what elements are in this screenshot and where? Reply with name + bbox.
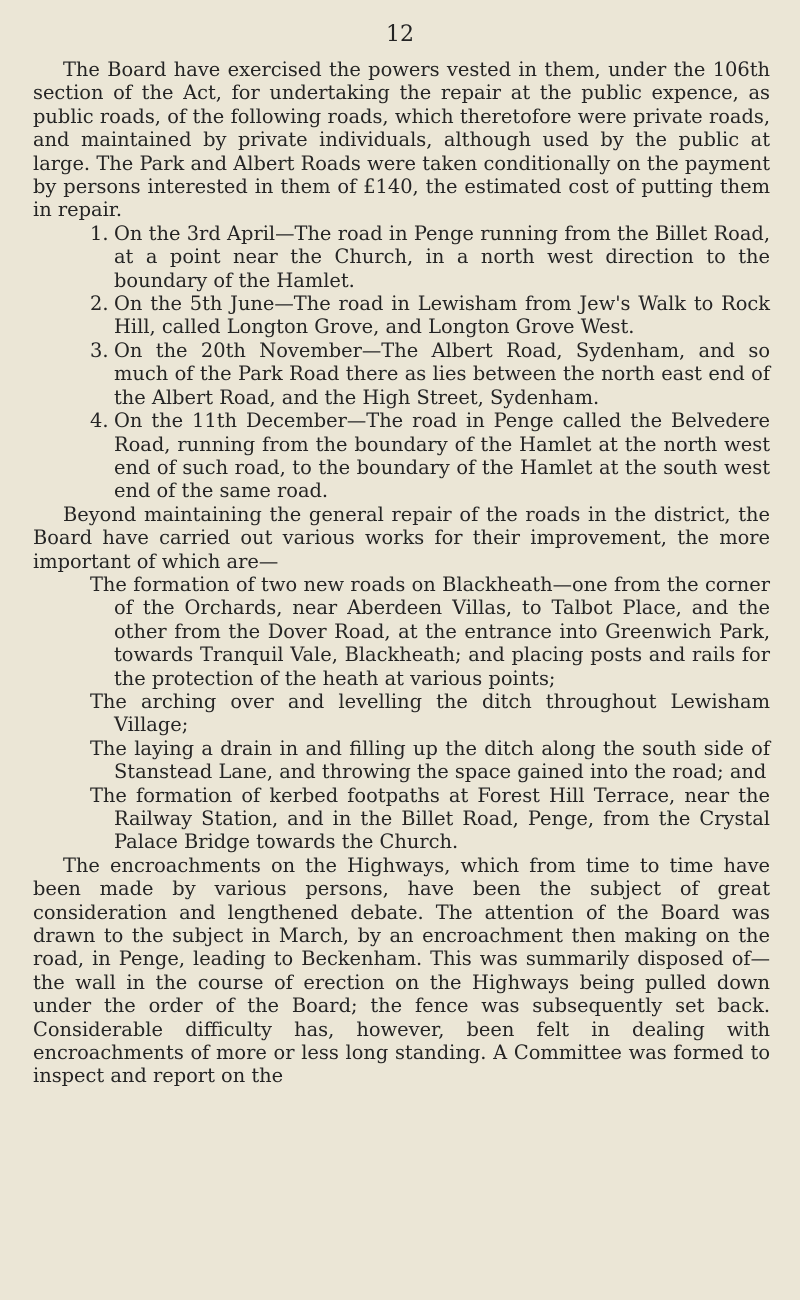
item-text: On the 3rd April—The road in Penge running from the Billet Road, at a point near the Church, in a north west direction to the boundary of the Hamlet. bbox=[114, 221, 770, 292]
works-item: The arching over and levelling the ditch throughout Lewisham Village; bbox=[90, 689, 770, 737]
numbered-item bbox=[33, 339, 770, 409]
item-number: 3. bbox=[90, 338, 109, 362]
works-item: The laying a drain in and filling up the ditch along the south side of Stanstead Lane, and throwing the space gained into the road; and bbox=[90, 736, 770, 784]
paragraph-encroachments: The encroachments on the Highways, which from time to time have been made by various persons, have been the subject of great consideration and lengthened debate. The attention of the Board was drawn to the subject in March, by an encroachment then making on the road, in Penge, leading to Beckenham. This was summarily disposed of—the wall in the course of erection on the Highways being pulled down under the order of the Board; the fence was subsequently set back. Considerable difficulty has, however, been felt in dealing with encroachments of more or less long standing. A Committee was formed to inspect and report on the bbox=[33, 853, 770, 1088]
paragraph-roads-repair: The Board have exercised the powers vested in them, under the 106th section of the Act, for undertaking the repair at the public expence, as public roads, of the following roads, which theretofore were private roads, and maintained by private individuals, although used by the public at large. The Park and Albert Roads were taken conditionally on the payment by persons interested in them of £140, the estimated cost of putting them in repair. bbox=[33, 58, 770, 222]
item-text: On the 11th December—The road in Penge called the Belvedere Road, running from the boundary of the Hamlet at the north west end of such road, to the boundary of the Hamlet at the south west end of the same road. bbox=[114, 409, 770, 503]
item-number: 1. bbox=[90, 221, 109, 245]
numbered-item bbox=[33, 222, 770, 292]
page-number: 12 bbox=[386, 22, 414, 47]
item-text: On the 5th June—The road in Lewisham from Jew's Walk to Rock Hill, called Longton Grove, and Longton Grove West. bbox=[114, 292, 770, 339]
numbered-item bbox=[33, 409, 770, 503]
item-number: 2. bbox=[90, 292, 109, 316]
works-item: The formation of two new roads on Blackheath—one from the corner of the Orchards, near Aberdeen Villas, to Talbot Place, and the other from the Dover Road, at the entrance into Greenwich Park, towards Tranquil Vale, Blackheath; and placing posts and rails for the protection of the heath at various points; bbox=[90, 572, 770, 690]
paragraph-improvements: Beyond maintaining the general repair of the roads in the district, the Board have carried out various works for their improvement, the more important of which are— bbox=[33, 502, 770, 573]
body-text bbox=[33, 58, 770, 1088]
item-text: On the 20th November—The Albert Road, Sydenham, and so much of the Park Road there as lies between the north east end of the Albert Road, and the High Street, Sydenham. bbox=[114, 338, 770, 409]
works-item: The formation of kerbed footpaths at Forest Hill Terrace, near the Railway Station, and in the Billet Road, Penge, from the Crystal Palace Bridge towards the Church. bbox=[90, 783, 770, 854]
item-number: 4. bbox=[90, 409, 109, 433]
numbered-item bbox=[33, 292, 770, 339]
